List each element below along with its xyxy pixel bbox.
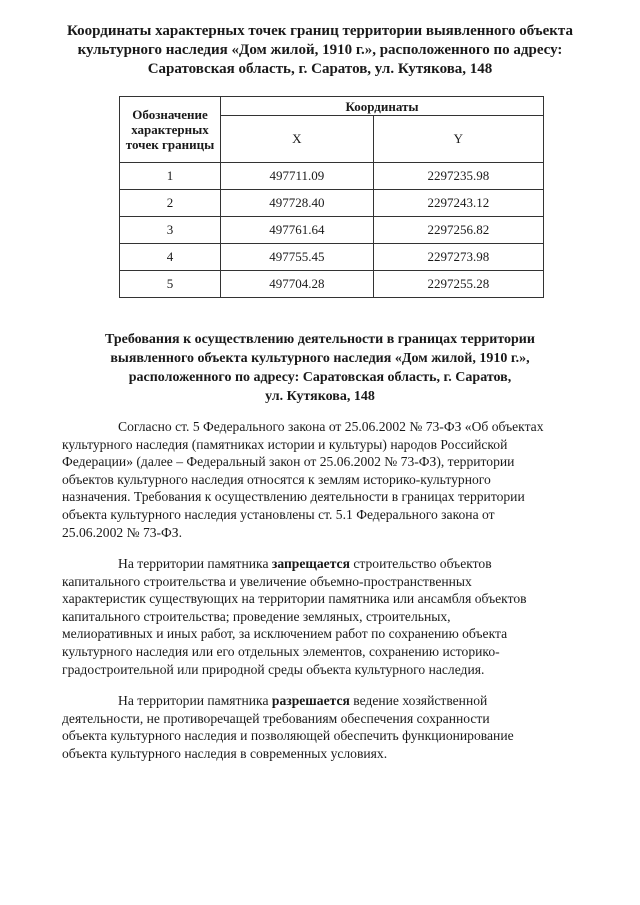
law-reference-paragraph bbox=[62, 418, 598, 541]
heading-line: ул. Кутякова, 148 bbox=[265, 389, 375, 404]
requirements-heading bbox=[60, 330, 580, 406]
coordinates-header: Координаты bbox=[221, 97, 544, 116]
point-number: 4 bbox=[120, 244, 221, 271]
table-row bbox=[120, 217, 544, 244]
prohibited-keyword: запрещается bbox=[271, 556, 350, 571]
paragraph-line: градостроительной или природной среды объекта культурного наследия. bbox=[62, 661, 485, 677]
paragraph-line: капитального строительства и увеличение объемно-пространственных bbox=[62, 573, 472, 589]
paragraph-line: капитального строительства; проведение земляных, строительных, bbox=[62, 608, 451, 624]
table-row bbox=[120, 190, 544, 217]
y-value: 2297243.12 bbox=[373, 190, 543, 217]
prohibited-activities-paragraph bbox=[62, 555, 598, 678]
paragraph-line: назначения. Требования к осуществлению деятельности в границах территории bbox=[62, 489, 525, 505]
y-value: 2297256.82 bbox=[373, 217, 543, 244]
paragraph-line: Согласно ст. 5 Федерального закона от 25.06.2002 № 73-ФЗ «Об объектах bbox=[118, 419, 544, 434]
permitted-activities-paragraph bbox=[62, 692, 598, 762]
table-row bbox=[120, 271, 544, 298]
paragraph-first-line bbox=[62, 555, 598, 573]
x-column-header: X bbox=[221, 116, 374, 163]
x-value: 497755.45 bbox=[221, 244, 374, 271]
title-line: Саратовская область, г. Саратов, ул. Кутякова, 148 bbox=[147, 61, 493, 77]
point-number: 3 bbox=[120, 217, 221, 244]
x-value: 497728.40 bbox=[221, 190, 374, 217]
title-line: Координаты характерных точек границ территории выявленного объекта bbox=[67, 23, 573, 39]
paragraph-line: культурного наследия (памятниках истории и культуры) народов Российской bbox=[62, 436, 508, 452]
paragraph-line: деятельности, не противоречащей требованиям обеспечения сохранности bbox=[62, 710, 490, 726]
y-column-header: Y bbox=[373, 116, 543, 163]
paragraph-prefix: На территории памятника bbox=[118, 556, 272, 571]
paragraph-first-line bbox=[62, 692, 598, 710]
paragraph-line: объекта культурного наследия в современных условиях. bbox=[62, 745, 388, 761]
paragraph-line: Федерации» (далее – Федеральный закон от 25.06.2002 № 73-ФЗ), территории bbox=[62, 454, 515, 470]
paragraph-line: культурного наследия или его отдельных элементов, сохранению историко- bbox=[62, 643, 500, 659]
x-value: 497711.09 bbox=[221, 163, 374, 190]
document-title bbox=[40, 22, 600, 79]
y-value: 2297273.98 bbox=[373, 244, 543, 271]
paragraph-suffix: ведение хозяйственной bbox=[349, 693, 488, 708]
paragraph-line: объекта культурного наследия установлены ст. 5.1 Федерального закона от bbox=[62, 506, 495, 522]
permitted-keyword: разрешается bbox=[271, 693, 350, 708]
paragraph-prefix: На территории памятника bbox=[118, 693, 272, 708]
y-value: 2297255.28 bbox=[373, 271, 543, 298]
point-number: 5 bbox=[120, 271, 221, 298]
table-row bbox=[120, 163, 544, 190]
title-line: культурного наследия «Дом жилой, 1910 г.», расположенного по адресу: bbox=[77, 42, 563, 58]
paragraph-line: объектов культурного наследия относятся к землям историко-культурного bbox=[62, 471, 491, 487]
heading-line: расположенного по адресу: Саратовская область, г. Саратов, bbox=[128, 370, 512, 385]
point-number: 2 bbox=[120, 190, 221, 217]
heading-line: выявленного объекта культурного наследия «Дом жилой, 1910 г.», bbox=[110, 351, 530, 366]
coordinates-table bbox=[119, 96, 544, 298]
table-row bbox=[120, 244, 544, 271]
paragraph-line: мелиоративных и иных работ, за исключением работ по сохранению объекта bbox=[62, 626, 508, 642]
point-number: 1 bbox=[120, 163, 221, 190]
paragraph-line: характеристик существующих на территории памятника или ансамбля объектов bbox=[62, 591, 527, 607]
heading-line: Требования к осуществлению деятельности в границах территории bbox=[105, 332, 535, 347]
paragraph-line: 25.06.2002 № 73-ФЗ. bbox=[62, 524, 183, 540]
paragraph-line: объекта культурного наследия и позволяющей обеспечить функционирование bbox=[62, 728, 514, 744]
point-column-header: Обозначение характерных точек границы bbox=[120, 97, 221, 163]
x-value: 497704.28 bbox=[221, 271, 374, 298]
y-value: 2297235.98 bbox=[373, 163, 543, 190]
paragraph-suffix: строительство объектов bbox=[349, 556, 492, 571]
x-value: 497761.64 bbox=[221, 217, 374, 244]
